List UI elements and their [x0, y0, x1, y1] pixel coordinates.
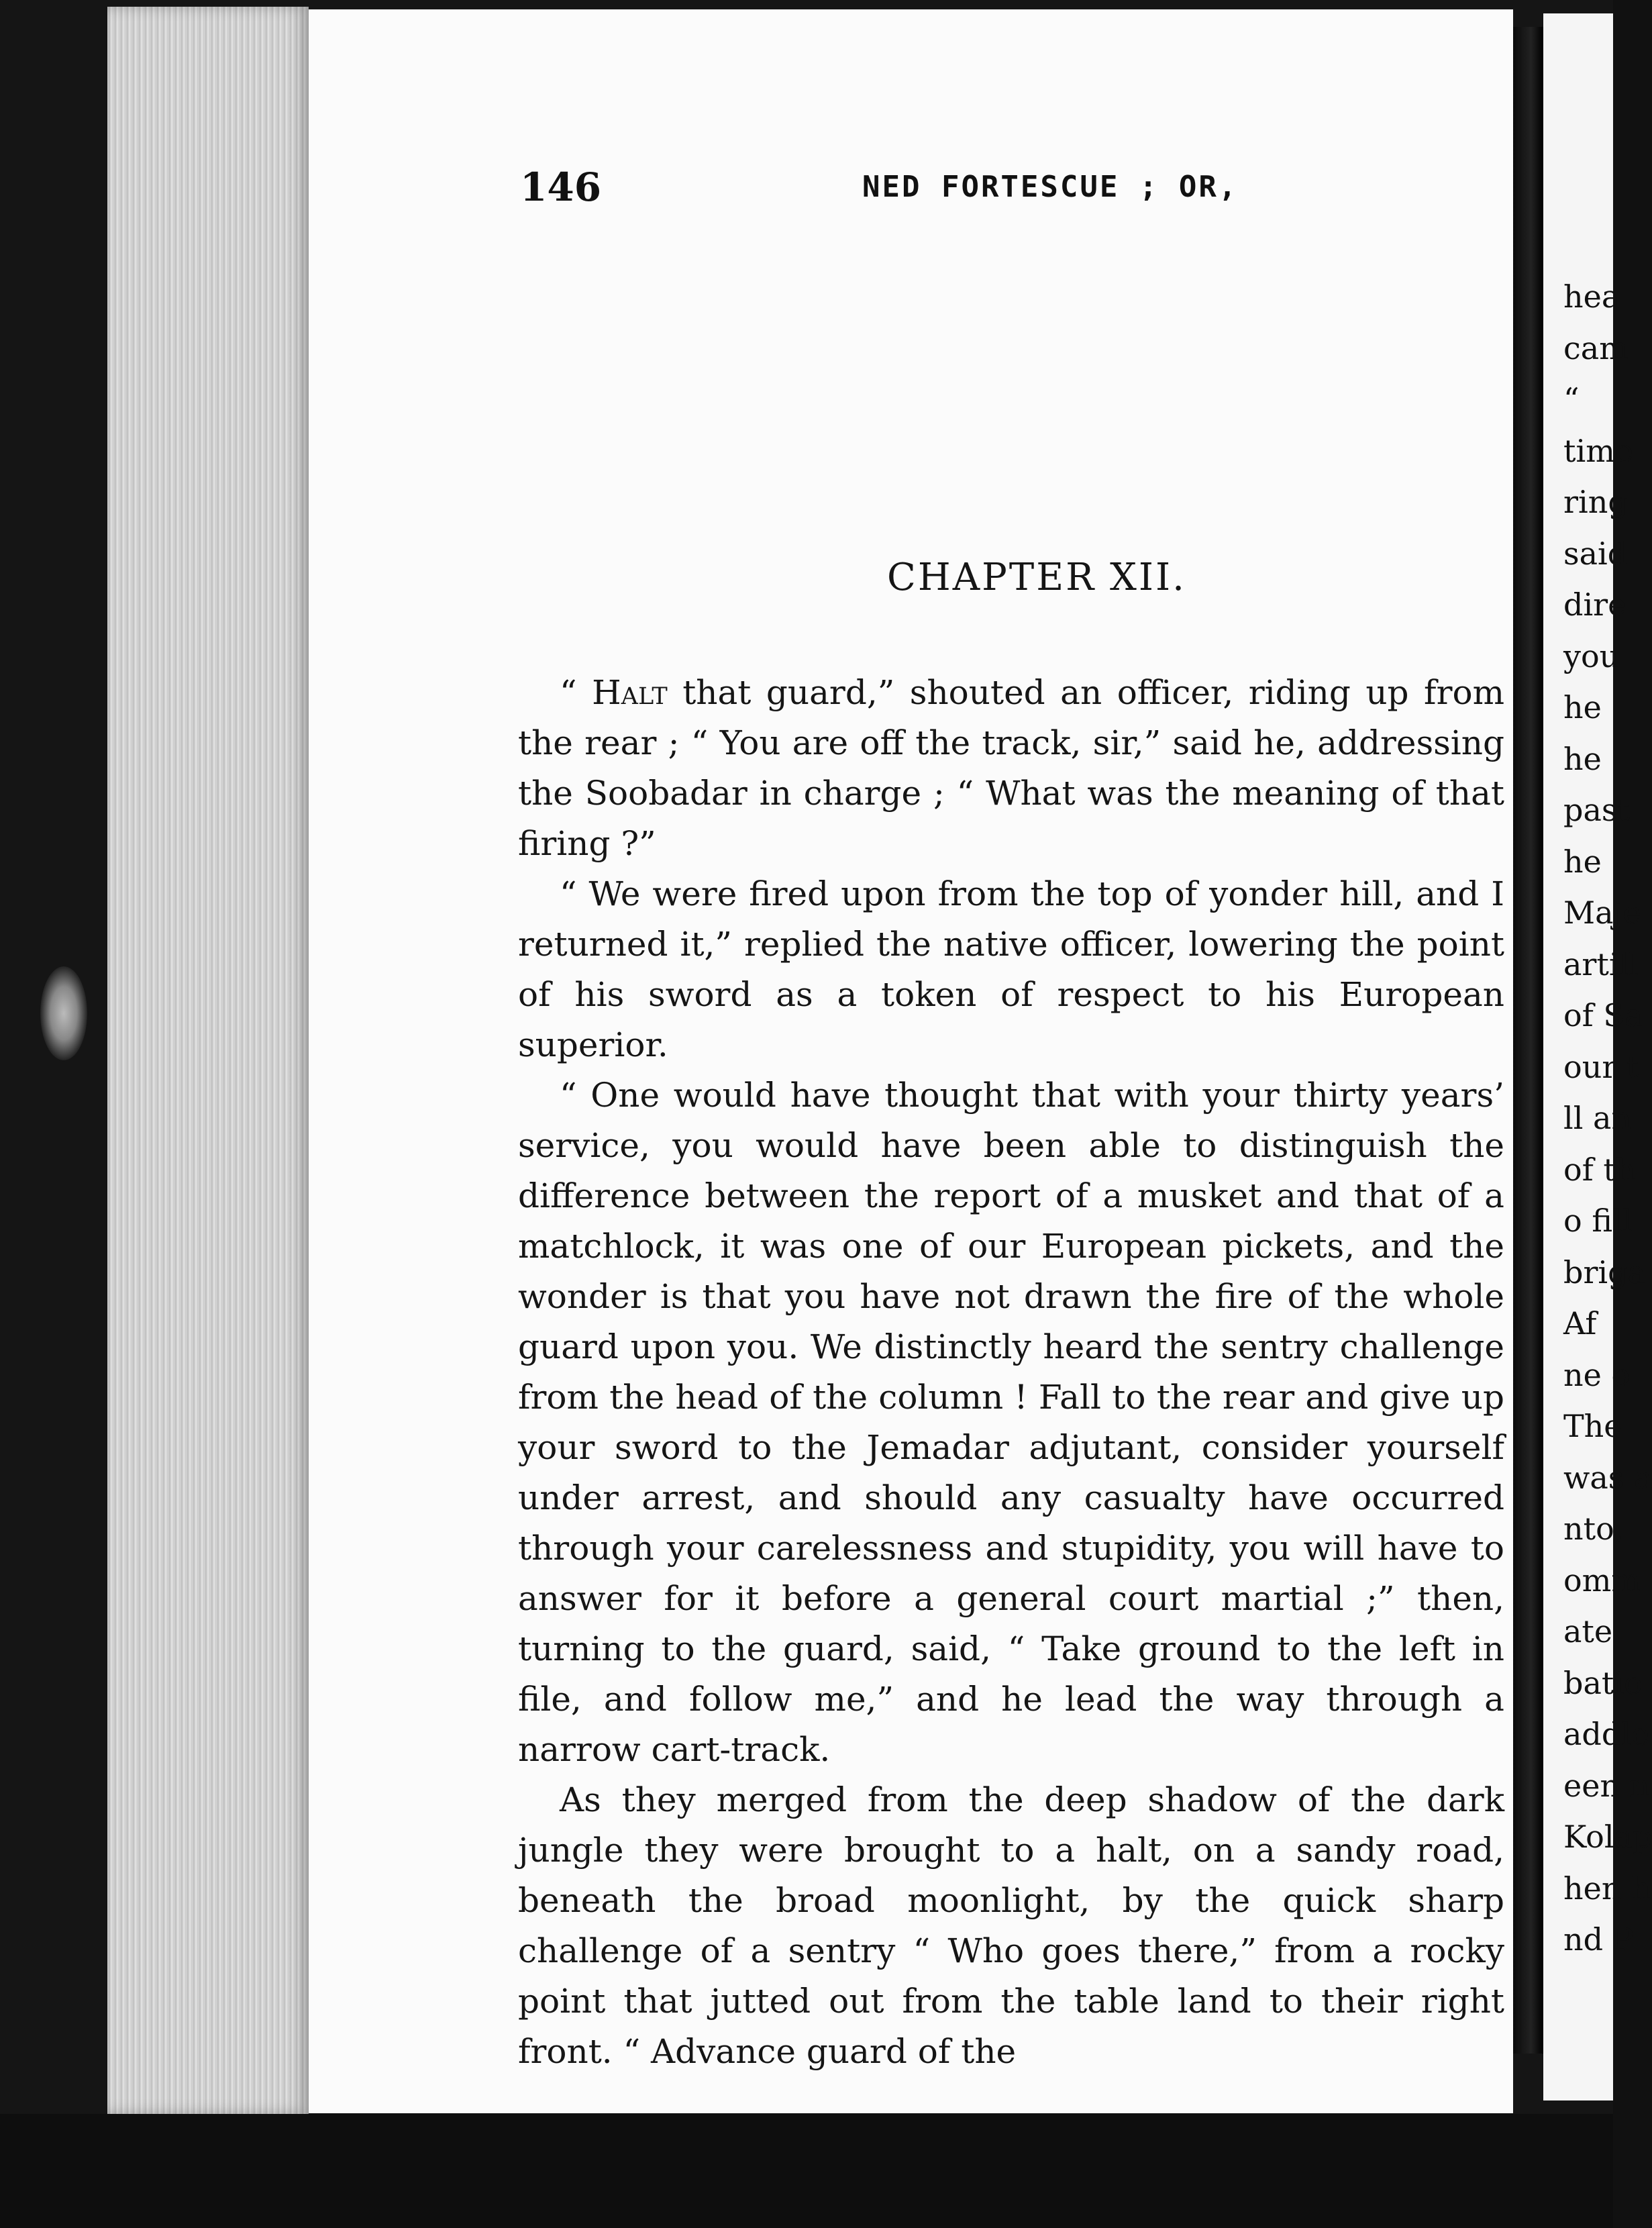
facing-page-line: of th	[1563, 1151, 1636, 1188]
paragraph: “ One would have thought that with your thirty years’ service, you would have been able to distinguish the difference between the report of a musket and that of a matchlock, it was one of our European pickets, and the wonder is that you have not drawn the fire of the whole guard upon you. We distinctly heard the sentry challenge from the head of the column ! Fall to the rear and give up your sword to the Jemadar adjutant, consider yourself under arrest, and should any casualty have occurred through your carelessness and stupidity, you will have to answer for it before a general court martial ;” then, turning to the guard, said, “ Take ground to the left in file, and follow me,” and he lead the way through a narrow cart-track.	[518, 1076, 1504, 1769]
facing-page-line: he	[1563, 843, 1602, 880]
facing-page-line: past	[1563, 792, 1630, 828]
facing-page-line: was a	[1563, 1459, 1652, 1496]
facing-page-fragment	[1543, 13, 1652, 2100]
facing-page-line: hea	[1563, 278, 1620, 315]
facing-page-line: of Sa	[1563, 997, 1643, 1033]
paragraph-text: that guard,” shouted an officer, riding up from the rear ; “ You are off the track, sir,” said he, addressing the Soobadar in charge ; “ What was the meaning of that firing ?”	[518, 673, 1504, 863]
facing-page-line: time	[1563, 432, 1634, 469]
paragraph-lead: “ Halt	[560, 673, 668, 712]
page-header	[520, 164, 1272, 211]
facing-page-line: our t	[1563, 1048, 1639, 1085]
facing-page-line: omm	[1563, 1562, 1641, 1599]
chapter-title: CHAPTER XII.	[887, 556, 1186, 599]
facing-page-line: he	[1563, 740, 1602, 777]
facing-page-line: nd P	[1563, 1921, 1634, 1958]
facing-page-line: Af	[1563, 1305, 1597, 1341]
paragraph: As they merged from the deep shadow of the dark jungle they were brought to a halt, on a sandy road, beneath the broad moonlight, by the quick sharp challenge of a sentry “ Who goes there,” from a rocky point that jutted out from the table land to their right front. “ Advance guard of the	[518, 1780, 1504, 2071]
facing-page-line: artill	[1563, 946, 1639, 982]
page-number: 146	[520, 164, 602, 210]
book-page-edges	[107, 7, 309, 2114]
paragraph: “ We were fired upon from the top of yonder hill, and I returned it,” replied the native officer, lowering the point of his sword as a token of respect to his European superior.	[518, 874, 1504, 1064]
facing-page-line: o fill	[1563, 1203, 1633, 1239]
paragraph	[518, 668, 1504, 869]
facing-page-line: ne o	[1563, 1356, 1631, 1393]
body-text	[518, 668, 1504, 2077]
facing-page-line: ate	[1563, 1613, 1613, 1650]
facing-page-line: nto,	[1563, 1511, 1624, 1547]
paper-blemish	[40, 966, 87, 1060]
running-head: NED FORTESCUE ; OR,	[862, 170, 1239, 204]
book-gutter-shadow	[1513, 27, 1543, 2054]
facing-page-line: een n	[1563, 1767, 1650, 1804]
facing-page-line: batio	[1563, 1664, 1643, 1701]
facing-page-line: ring	[1563, 484, 1628, 520]
facing-page-line: The	[1563, 1408, 1622, 1444]
facing-page-line: said	[1563, 535, 1628, 572]
facing-page-line: briga	[1563, 1254, 1647, 1290]
facing-page-line: “	[1563, 381, 1580, 417]
scan-background	[0, 2114, 1613, 2228]
facing-page-line: dire	[1563, 587, 1627, 623]
facing-page-line: hen h	[1563, 1870, 1651, 1907]
facing-page-line: addle	[1563, 1716, 1650, 1752]
facing-page-line: cam	[1563, 330, 1629, 366]
facing-page-line: ll an	[1563, 1100, 1632, 1136]
facing-page-line: he	[1563, 689, 1602, 725]
facing-page-line: Maje	[1563, 895, 1642, 931]
facing-page-line: you	[1563, 638, 1620, 674]
facing-page-line: Kolap	[1563, 1819, 1652, 1855]
